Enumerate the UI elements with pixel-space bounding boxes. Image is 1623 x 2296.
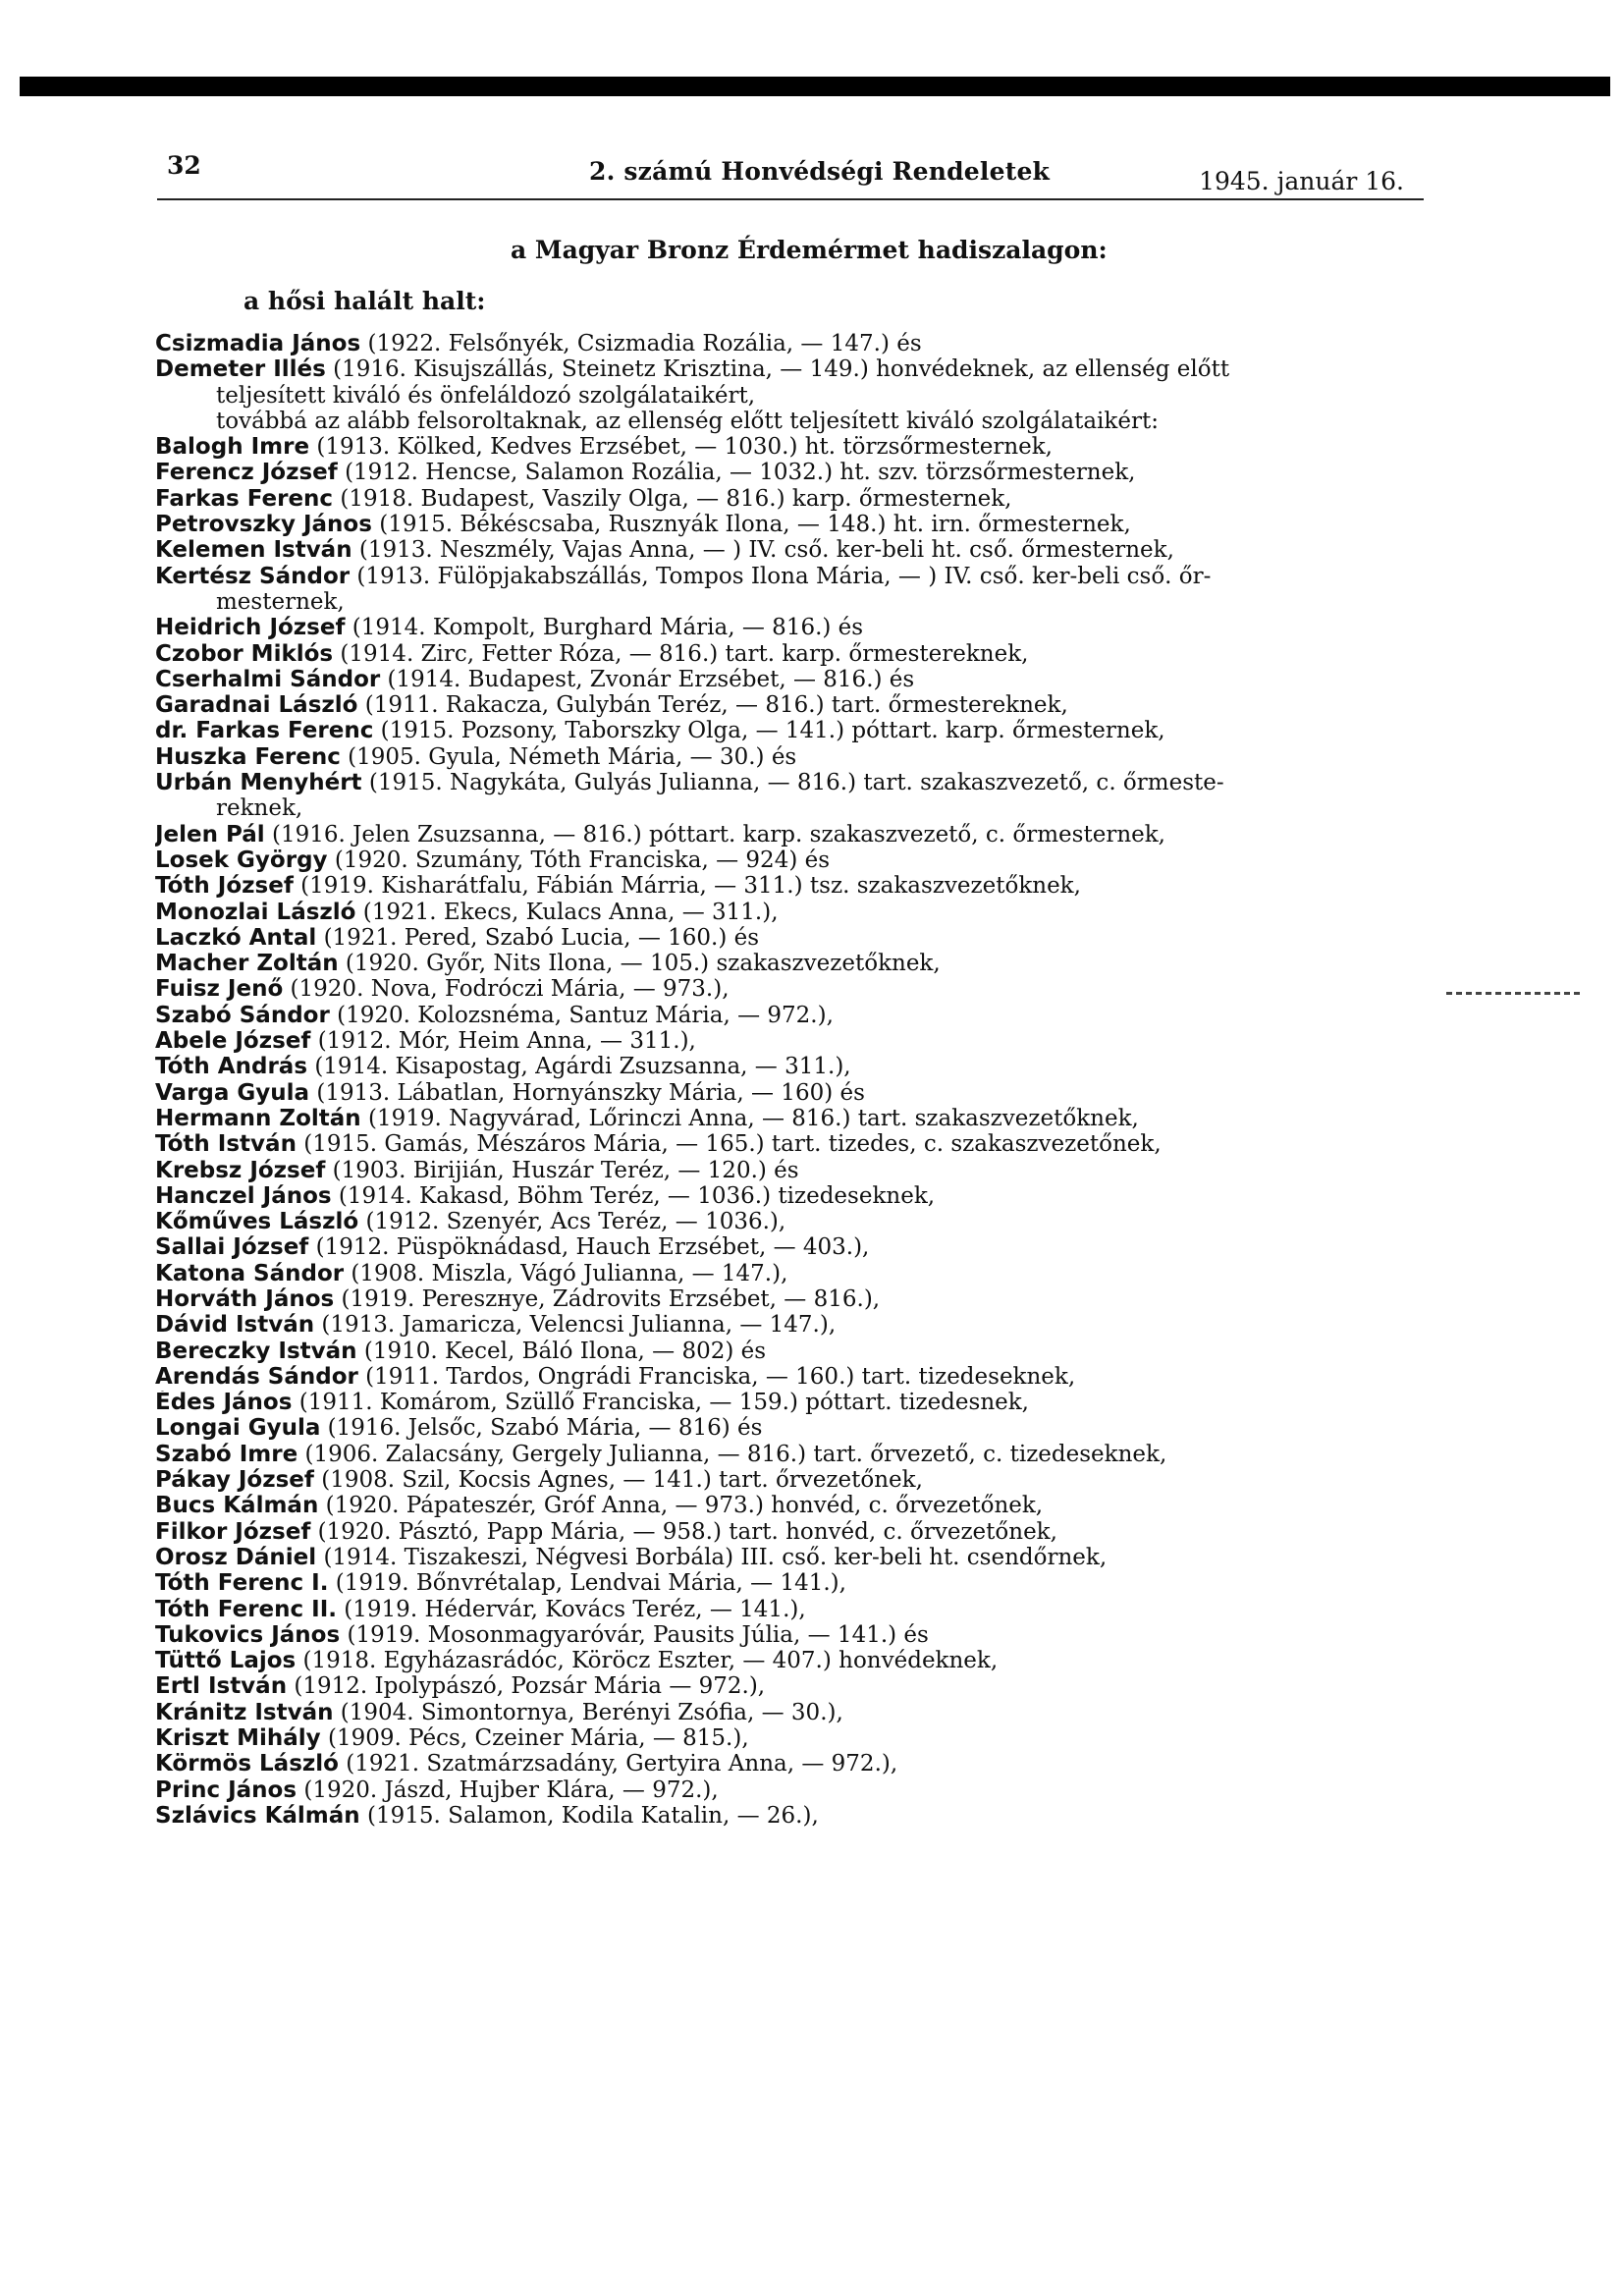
award-heading: a Magyar Bronz Érdemérmet hadiszalagon: xyxy=(511,236,1108,264)
entry-line xyxy=(155,952,1432,976)
recipient-name: Pákay József xyxy=(155,1468,314,1494)
entry-text: (1913. Lábatlan, Hornyánszky Mária, — 160) és xyxy=(309,1080,865,1106)
recipient-name: Laczkó Antal xyxy=(155,925,317,951)
entry-line xyxy=(155,1674,1432,1699)
recipient-name: Horváth János xyxy=(155,1286,335,1312)
entry-text: (1920. Nova, Fodróczi Mária, — 973.), xyxy=(283,977,730,1003)
entry-line xyxy=(155,1159,1432,1183)
entry-line xyxy=(155,1649,1432,1673)
entry-line xyxy=(155,538,1432,563)
recipient-name: dr. Farkas Ferenc xyxy=(155,719,374,744)
entry-text: (1914. Zirc, Fetter Róza, — 816.) tart. karp. őrmestereknek, xyxy=(333,641,1029,667)
subheading: a hősi halált halt: xyxy=(243,287,486,315)
entry-line xyxy=(155,668,1432,692)
recipient-name: Dávid István xyxy=(155,1313,315,1339)
entry-text: (1915. Békéscsaba, Rusznyák Ilona, — 148.) ht. irn. őrmesternek, xyxy=(371,513,1131,538)
entry-line xyxy=(155,1262,1432,1286)
header-date: 1945. január 16. xyxy=(1199,167,1404,195)
entry-text: (1921. Szatmárzsadány, Gertyira Anna, — 972.), xyxy=(338,1752,898,1777)
recipient-name: Bereczky István xyxy=(155,1339,357,1364)
entry-text: (1919. Kisharátfalu, Fábián Márria, — 311.) tsz. szakaszvezetőknek, xyxy=(293,874,1081,900)
recipient-name: Kőműves László xyxy=(155,1210,359,1235)
recipient-name: Tóth István xyxy=(155,1132,297,1158)
entry-line xyxy=(155,1391,1432,1415)
entry-text: továbbá az alább felsoroltaknak, az ellenség előtt teljesített kiváló szolgálataikért: xyxy=(216,409,1159,434)
entry-text: (1920. Jászd, Hujber Klára, — 972.), xyxy=(297,1777,719,1803)
entry-line xyxy=(155,1571,1432,1596)
entry-line xyxy=(155,357,1432,382)
recipient-name: Orosz Dániel xyxy=(155,1545,317,1570)
recipient-name: Kelemen István xyxy=(155,538,352,564)
entry-text: (1912. Ipolypászó, Pozsár Mária — 972.), xyxy=(287,1674,766,1700)
page-number: 32 xyxy=(167,151,201,180)
entry-text: (1919. Hédervár, Kovács Teréz, — 141.), xyxy=(337,1597,806,1622)
recipient-name: Bucs Kálmán xyxy=(155,1494,319,1519)
entry-line xyxy=(155,1623,1432,1648)
entry-text: (1916. Jelsőc, Szabó Mária, — 816) és xyxy=(320,1416,763,1442)
entry-line xyxy=(155,1598,1432,1622)
entry-line xyxy=(155,1752,1432,1777)
recipient-name: Czobor Miklós xyxy=(155,641,334,667)
entry-text: (1913. Fülöpjakabszállás, Tompos Ilona Mária, — ) IV. cső. ker-beli cső. őr- xyxy=(350,564,1212,589)
recipient-name: Petrovszky János xyxy=(155,513,372,538)
recipient-name: Szabó Imre xyxy=(155,1442,298,1467)
entry-continuation xyxy=(155,384,1432,409)
entry-line xyxy=(155,461,1432,485)
recipient-name: Sallai József xyxy=(155,1235,309,1261)
entry-text: (1918. Budapest, Vaszily Olga, — 816.) karp. őrmesternek, xyxy=(333,486,1012,512)
entry-line xyxy=(155,771,1432,795)
entry-text: (1920. Pásztó, Papp Mária, — 958.) tart. honvéd, c. őrvezetőnek, xyxy=(310,1519,1057,1545)
recipient-name: Monozlai László xyxy=(155,900,356,925)
recipient-name: Demeter Illés xyxy=(155,357,326,383)
recipient-name: Heidrich József xyxy=(155,616,346,641)
entry-text: (1916. Kisujszállás, Steinetz Krisztina, — 149.) honvédeknek, az ellenség előtt xyxy=(325,357,1230,383)
entry-text: (1908. Miszla, Vágó Julianna, — 147.), xyxy=(344,1261,788,1286)
entry-line xyxy=(155,435,1432,460)
recipient-name: Kertész Sándor xyxy=(155,564,351,589)
entry-text: (1911. Tardos, Ongrádi Franciska, — 160.) tart. tizedeseknek, xyxy=(357,1364,1076,1390)
entry-text: (1920. Szumány, Tóth Franciska, — 924) és xyxy=(327,847,831,873)
recipient-name: Losek György xyxy=(155,847,328,873)
entry-line xyxy=(155,1701,1432,1725)
entry-line xyxy=(155,1443,1432,1467)
entry-text: mesternek, xyxy=(216,589,345,615)
entry-line xyxy=(155,1726,1432,1751)
entry-line xyxy=(155,1339,1432,1364)
recipient-name: Kránitz István xyxy=(155,1700,334,1725)
entry-text: (1919. Bőnvrétalap, Lendvai Mária, — 141.), xyxy=(328,1571,846,1597)
recipient-name: Filkor József xyxy=(155,1519,311,1545)
recipient-name: Tóth András xyxy=(155,1055,308,1080)
entry-line xyxy=(155,487,1432,512)
entry-continuation xyxy=(155,796,1432,821)
recipient-name: Ertl István xyxy=(155,1674,288,1700)
recipient-name: Tóth Ferenc II. xyxy=(155,1597,337,1622)
entry-text: (1921. Pered, Szabó Lucia, — 160.) és xyxy=(316,925,760,951)
entry-line xyxy=(155,977,1432,1002)
entry-text: (1913. Jamaricza, Velencsi Julianna, — 147.), xyxy=(314,1313,837,1339)
entry-text: (1919. Pereszнye, Zádrovits Erzsébet, — 816.), xyxy=(334,1286,881,1312)
entry-line xyxy=(155,719,1432,743)
top-scan-band xyxy=(20,77,1610,96)
entry-text: (1914. Tiszakeszi, Négvesi Borbála) III. cső. ker-beli ht. csendőrnek, xyxy=(316,1545,1108,1570)
recipient-name: Csizmadia János xyxy=(155,332,361,356)
recipient-name: Szlávics Kálmán xyxy=(155,1803,360,1829)
recipient-name: Varga Gyula xyxy=(155,1080,310,1106)
entry-line xyxy=(155,848,1432,873)
entry-text: (1921. Ekecs, Kulacs Anna, — 311.), xyxy=(355,900,779,925)
entry-text: reknek, xyxy=(216,796,303,822)
entry-text: (1912. Püspöknádasd, Hauch Erzsébet, — 403.), xyxy=(308,1235,870,1261)
entry-line xyxy=(155,926,1432,951)
entry-line xyxy=(155,1184,1432,1209)
recipient-name: Hermann Zoltán xyxy=(155,1106,361,1131)
entry-text: (1914. Kompolt, Burghard Mária, — 816.) és xyxy=(345,616,864,641)
entry-text: (1912. Mór, Heim Anna, — 311.), xyxy=(310,1029,696,1055)
entry-line xyxy=(155,1313,1432,1338)
entry-line xyxy=(155,1081,1432,1106)
recipient-name: Tóth Ferenc I. xyxy=(155,1571,329,1597)
entry-line xyxy=(155,1210,1432,1234)
entry-text: (1915. Nagykáta, Gulyás Julianna, — 816.) tart. szakaszvezető, c. őrmeste- xyxy=(361,771,1224,796)
entry-line xyxy=(155,616,1432,640)
entry-text: (1914. Budapest, Zvonár Erzsébet, — 816.) és xyxy=(380,667,915,692)
entry-line xyxy=(155,1546,1432,1570)
recipient-name: Tukovics János xyxy=(155,1622,341,1648)
recipient-name: Garadnai László xyxy=(155,693,358,719)
entry-line xyxy=(155,1416,1432,1441)
entry-text: (1904. Simontornya, Berényi Zsófia, — 30.), xyxy=(333,1700,843,1725)
entry-text: (1912. Hencse, Salamon Rozália, — 1032.) ht. szv. törzsőrmesternek, xyxy=(337,461,1136,486)
entry-text: (1920. Győr, Nits Ilona, — 105.) szakaszvezetőknek, xyxy=(338,952,941,977)
entry-text: (1915. Salamon, Kodila Katalin, — 26.), xyxy=(359,1803,819,1829)
entry-text: (1905. Gyula, Németh Mária, — 30.) és xyxy=(340,744,797,770)
entry-text: (1918. Egyházasrádóc, Köröcz Eszter, — 407.) honvédeknek, xyxy=(296,1649,999,1674)
entry-line xyxy=(155,513,1432,537)
entry-list xyxy=(155,332,1432,1830)
entry-text: (1916. Jelen Zsuzsanna, — 816.) póttart. karp. szakaszvezető, c. őrmesternek, xyxy=(264,822,1165,847)
entry-text: (1911. Rakacza, Gulybán Teréz, — 816.) tart. őrmestereknek, xyxy=(357,693,1068,719)
entry-line xyxy=(155,1287,1432,1312)
entry-text: (1906. Zalacsány, Gergely Julianna, — 816.) tart. őrvezető, c. tizedeseknek, xyxy=(298,1442,1167,1467)
entry-line xyxy=(155,1365,1432,1390)
entry-text: (1915. Pozsony, Taborszky Olga, — 141.) póttart. karp. őrmesternek, xyxy=(373,719,1165,744)
entry-text: (1919. Mosonmagyaróvár, Pausits Júlia, — 141.) és xyxy=(340,1622,929,1648)
entry-text: (1912. Szenyér, Ács Teréz, — 1036.), xyxy=(358,1210,786,1235)
recipient-name: Körmös László xyxy=(155,1752,339,1777)
recipient-name: Macher Zoltán xyxy=(155,952,339,977)
page-header xyxy=(157,147,1424,202)
entry-text: (1920. Kolozsnéma, Santuz Mária, — 972.), xyxy=(329,1003,834,1028)
recipient-name: Tóth József xyxy=(155,874,294,900)
recipient-name: Fuisz Jenő xyxy=(155,977,284,1003)
recipient-name: Jelen Pál xyxy=(155,822,265,847)
entry-text: (1913. Kölked, Kedves Erzsébet, — 1030.) ht. törzsőrmesternek, xyxy=(309,435,1053,461)
entry-text: (1909. Pécs, Czeiner Mária, — 815.), xyxy=(320,1726,749,1752)
entry-text: (1919. Nagyvárad, Lőrinczi Anna, — 816.) tart. szakaszvezetőknek, xyxy=(360,1106,1139,1131)
recipient-name: Szabó Sándor xyxy=(155,1003,330,1028)
recipient-name: Balogh Imre xyxy=(155,435,310,461)
margin-mark xyxy=(1446,992,1584,995)
header-rule xyxy=(157,198,1424,200)
entry-line xyxy=(155,1055,1432,1079)
recipient-name: Abele József xyxy=(155,1029,311,1055)
entry-line xyxy=(155,1468,1432,1493)
entry-line xyxy=(155,693,1432,718)
recipient-name: Arendás Sándor xyxy=(155,1364,358,1390)
recipient-name: Krebsz József xyxy=(155,1158,326,1183)
recipient-name: Cserhalmi Sándor xyxy=(155,667,381,692)
entry-line xyxy=(155,1494,1432,1518)
recipient-name: Huszka Ferenc xyxy=(155,744,341,770)
entry-line xyxy=(155,1778,1432,1803)
entry-line xyxy=(155,1235,1432,1260)
recipient-name: Ferencz József xyxy=(155,461,338,486)
entry-text: teljesített kiváló és önfeláldozó szolgálataikért, xyxy=(216,383,756,409)
entry-line xyxy=(155,1132,1432,1157)
entry-continuation xyxy=(155,590,1432,615)
entry-text: (1920. Pápateszér, Gróf Anna, — 973.) honvéd, c. őrvezetőnek, xyxy=(318,1494,1044,1519)
entry-text: (1915. Gamás, Mészáros Mária, — 165.) tart. tizedes, c. szakaszvezetőnek, xyxy=(296,1132,1162,1158)
entry-text: (1922. Felsőnyék, Csizmadia Rozália, — 147.) és xyxy=(360,332,922,356)
recipient-name: Katona Sándor xyxy=(155,1261,345,1286)
entry-line xyxy=(155,565,1432,589)
recipient-name: Longai Gyula xyxy=(155,1416,321,1442)
entry-text: (1913. Neszmély, Vajas Anna, — ) IV. cső. ker-beli ht. cső. őrmesternek, xyxy=(352,538,1174,564)
entry-line xyxy=(155,332,1432,356)
running-title: 2. számú Honvédségi Rendeletek xyxy=(589,157,1051,186)
recipient-name: Tüttő Lajos xyxy=(155,1649,297,1674)
entry-line xyxy=(155,1804,1432,1829)
recipient-name: Princ János xyxy=(155,1777,298,1803)
entry-text: (1908. Szil, Kocsis Ágnes, — 141.) tart. őrvezetőnek, xyxy=(313,1468,923,1494)
entry-text: (1910. Kecel, Báló Ilona, — 802) és xyxy=(356,1339,767,1364)
recipient-name: Farkas Ferenc xyxy=(155,486,334,512)
recipient-name: Édes János xyxy=(155,1391,293,1416)
recipient-name: Urbán Menyhért xyxy=(155,771,362,796)
entry-text: (1903. Birijián, Huszár Teréz, — 120.) és xyxy=(325,1158,799,1183)
recipient-name: Kriszt Mihály xyxy=(155,1726,321,1752)
entry-line xyxy=(155,1004,1432,1028)
entry-line xyxy=(155,1029,1432,1054)
entry-line xyxy=(155,1520,1432,1545)
entry-text: (1914. Kisapostag, Agárdi Zsuzsanna, — 311.), xyxy=(307,1055,851,1080)
entry-text: (1914. Kakasd, Böhm Teréz, — 1036.) tizedeseknek, xyxy=(331,1183,936,1209)
entry-line xyxy=(155,642,1432,667)
recipient-name: Hanczel János xyxy=(155,1183,332,1209)
entry-line xyxy=(155,1107,1432,1131)
entry-line xyxy=(155,823,1432,847)
entry-text: (1911. Komárom, Szüllő Franciska, — 159.) póttart. tizedesnek, xyxy=(292,1391,1029,1416)
entry-line xyxy=(155,901,1432,925)
entry-line xyxy=(155,874,1432,899)
entry-continuation xyxy=(155,410,1432,434)
entry-line xyxy=(155,745,1432,770)
